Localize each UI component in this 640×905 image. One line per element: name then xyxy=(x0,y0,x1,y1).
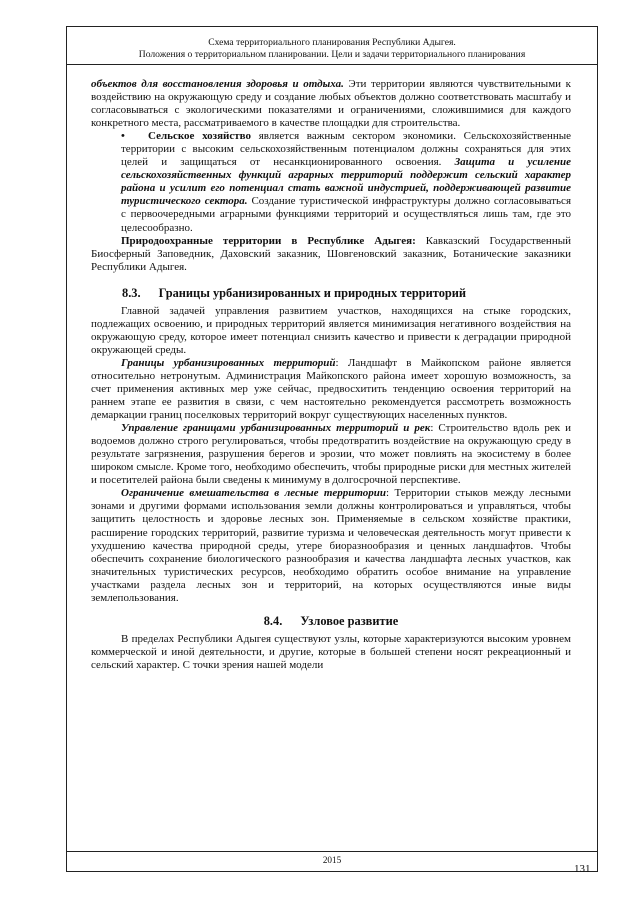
paragraph-main-task xyxy=(91,305,571,357)
bullet-lead-agriculture: Сельское хозяйство xyxy=(148,130,252,143)
section-title: Узловое развитие xyxy=(300,614,399,629)
section-heading-8-4 xyxy=(91,611,571,633)
bullet-text: является важным сектором экономики. Сельскохозяйственные территории с высоким сельскохозяйственным потенциалом должны сохраняться для этих целей и защищаться от несанкционированного освоения. xyxy=(121,130,571,169)
section-heading-8-3 xyxy=(91,283,571,305)
protected-areas-lead: Природоохранные территории в Республике Адыгея: xyxy=(121,234,416,247)
emphasis-urban-boundaries: Границы урбанизированных территорий xyxy=(121,356,336,369)
paragraph-forest-boundaries xyxy=(91,487,571,604)
emphasis-agriculture: Защита и усиление сельскохозяйственных функций аграрных территорий поддержит сельский характер района и усилит его потенциал стать важной индустрией, поддерживающей развитие туристического сектора. xyxy=(121,156,571,208)
emphasis-recreation: объектов для восстановления здоровья и отдыха. xyxy=(91,78,344,90)
header-rule xyxy=(66,64,598,65)
footer-year: 2015 xyxy=(322,855,342,865)
paragraph-text: : Строительство вдоль рек и водоемов должно строго регулироваться, чтобы предотвратить воздействие на окружающую среду в результате загрязнения, разрушения берегов и эрозии, что может повлиять на экосистему в более широком смысле. Кроме того, необходимо обеспечить, чтобы природные риски для местных жителей и посетителей района были сведены к минимуму в долгосрочной перспективе. xyxy=(91,422,572,487)
paragraph-nodes xyxy=(91,633,571,672)
header-line-2: Положения о территориальном планировании. Цели и задачи территориального планирования xyxy=(138,49,526,60)
bullet-icon: • xyxy=(121,130,125,143)
section-title: Границы урбанизированных и природных территорий xyxy=(158,286,467,301)
section-number: 8.3. xyxy=(122,286,141,301)
page-header xyxy=(66,37,598,61)
page-body xyxy=(91,78,571,672)
section-number: 8.4. xyxy=(263,614,283,629)
paragraph-urban-boundaries xyxy=(91,357,571,422)
bullet-agriculture xyxy=(91,130,571,234)
paragraph-text: В пределах Республики Адыгея существуют узлы, которые характеризуются высоким уровнем коммерческой и иной деятельности, и другие, которые в большей степени носят рекреационный и сельский характер. С точки зрения нашей модели xyxy=(91,632,571,671)
paragraph-text: : Территории стыков между лесными зонами и другими формами использования земли должны контролироваться и управляться, чтобы защитить целостность и здоровье лесных зон. Применяемые в сельском хозяйстве практики, расширение городских территорий, развитие туризма и человеческая деятельность могут привести к ухудшению качества природной среды, утере биоразнообразия и ценных ландшафтов. Чтобы обеспечить сохранение биологического разнообразия и качества ландшафта лесных участков, как значительных туристических ресурсов, необходимо обратить особое внимание на управление участками раздела лесных зон и территорий, на которых осуществляются иные виды землепользования. xyxy=(91,487,571,604)
emphasis-forest-boundaries: Ограничение вмешательства в лесные территории xyxy=(121,487,386,500)
header-line-1: Схема территориального планирования Республики Адыгея. xyxy=(208,37,456,48)
page-number: 131 xyxy=(574,863,591,875)
paragraph-text: Кавказский Государственный Биосферный Заповедник, Даховский заказник, Шовгеновский заказник, Ботанические заказники Республики Адыгея. xyxy=(91,234,571,273)
paragraph-text: Эти территории являются чувствительными к воздействию на окружающую среду и создание любых объектов должно соответствовать масштабу и согласовываться с экологическими показателями и ограничениями, сложившимися для каждого конкретного места, рассматриваемого в качестве площадки для строительства. xyxy=(91,78,571,130)
paragraph-text: Главной задачей управления развитием участков, находящихся на стыке городских, подлежащих освоению, и природных территорий является минимизация негативного воздействия на окружающую среду, которое имеет потенциал снизить качество и привести к деградации природной окружающей среды. xyxy=(91,304,571,356)
paragraph-river-boundaries xyxy=(91,422,571,487)
paragraph-recreation xyxy=(91,78,571,130)
bullet-text-continued: Создание туристической инфраструктуры должно согласовываться с первоочередными аграрными функциями территорий и осуществляться лишь там, где это целесообразно. xyxy=(121,195,572,234)
footer-rule xyxy=(66,851,598,852)
paragraph-text: : Ландшафт в Майкопском районе является относительно нетронутым. Администрация Майкопского района имеет хорошую возможность, за счет применения активных мер уже сейчас, предвосхитить тенденцию освоения территорий на раннем этапе ее развития в связи, с чем настоятельно рекомендуется рассмотреть возможность демаркации границ поселковых территорий вокруг существующих населенных пунктов. xyxy=(91,356,572,422)
paragraph-protected-areas xyxy=(91,235,571,274)
emphasis-river-boundaries: Управление границами урбанизированных территорий и рек xyxy=(121,422,431,435)
